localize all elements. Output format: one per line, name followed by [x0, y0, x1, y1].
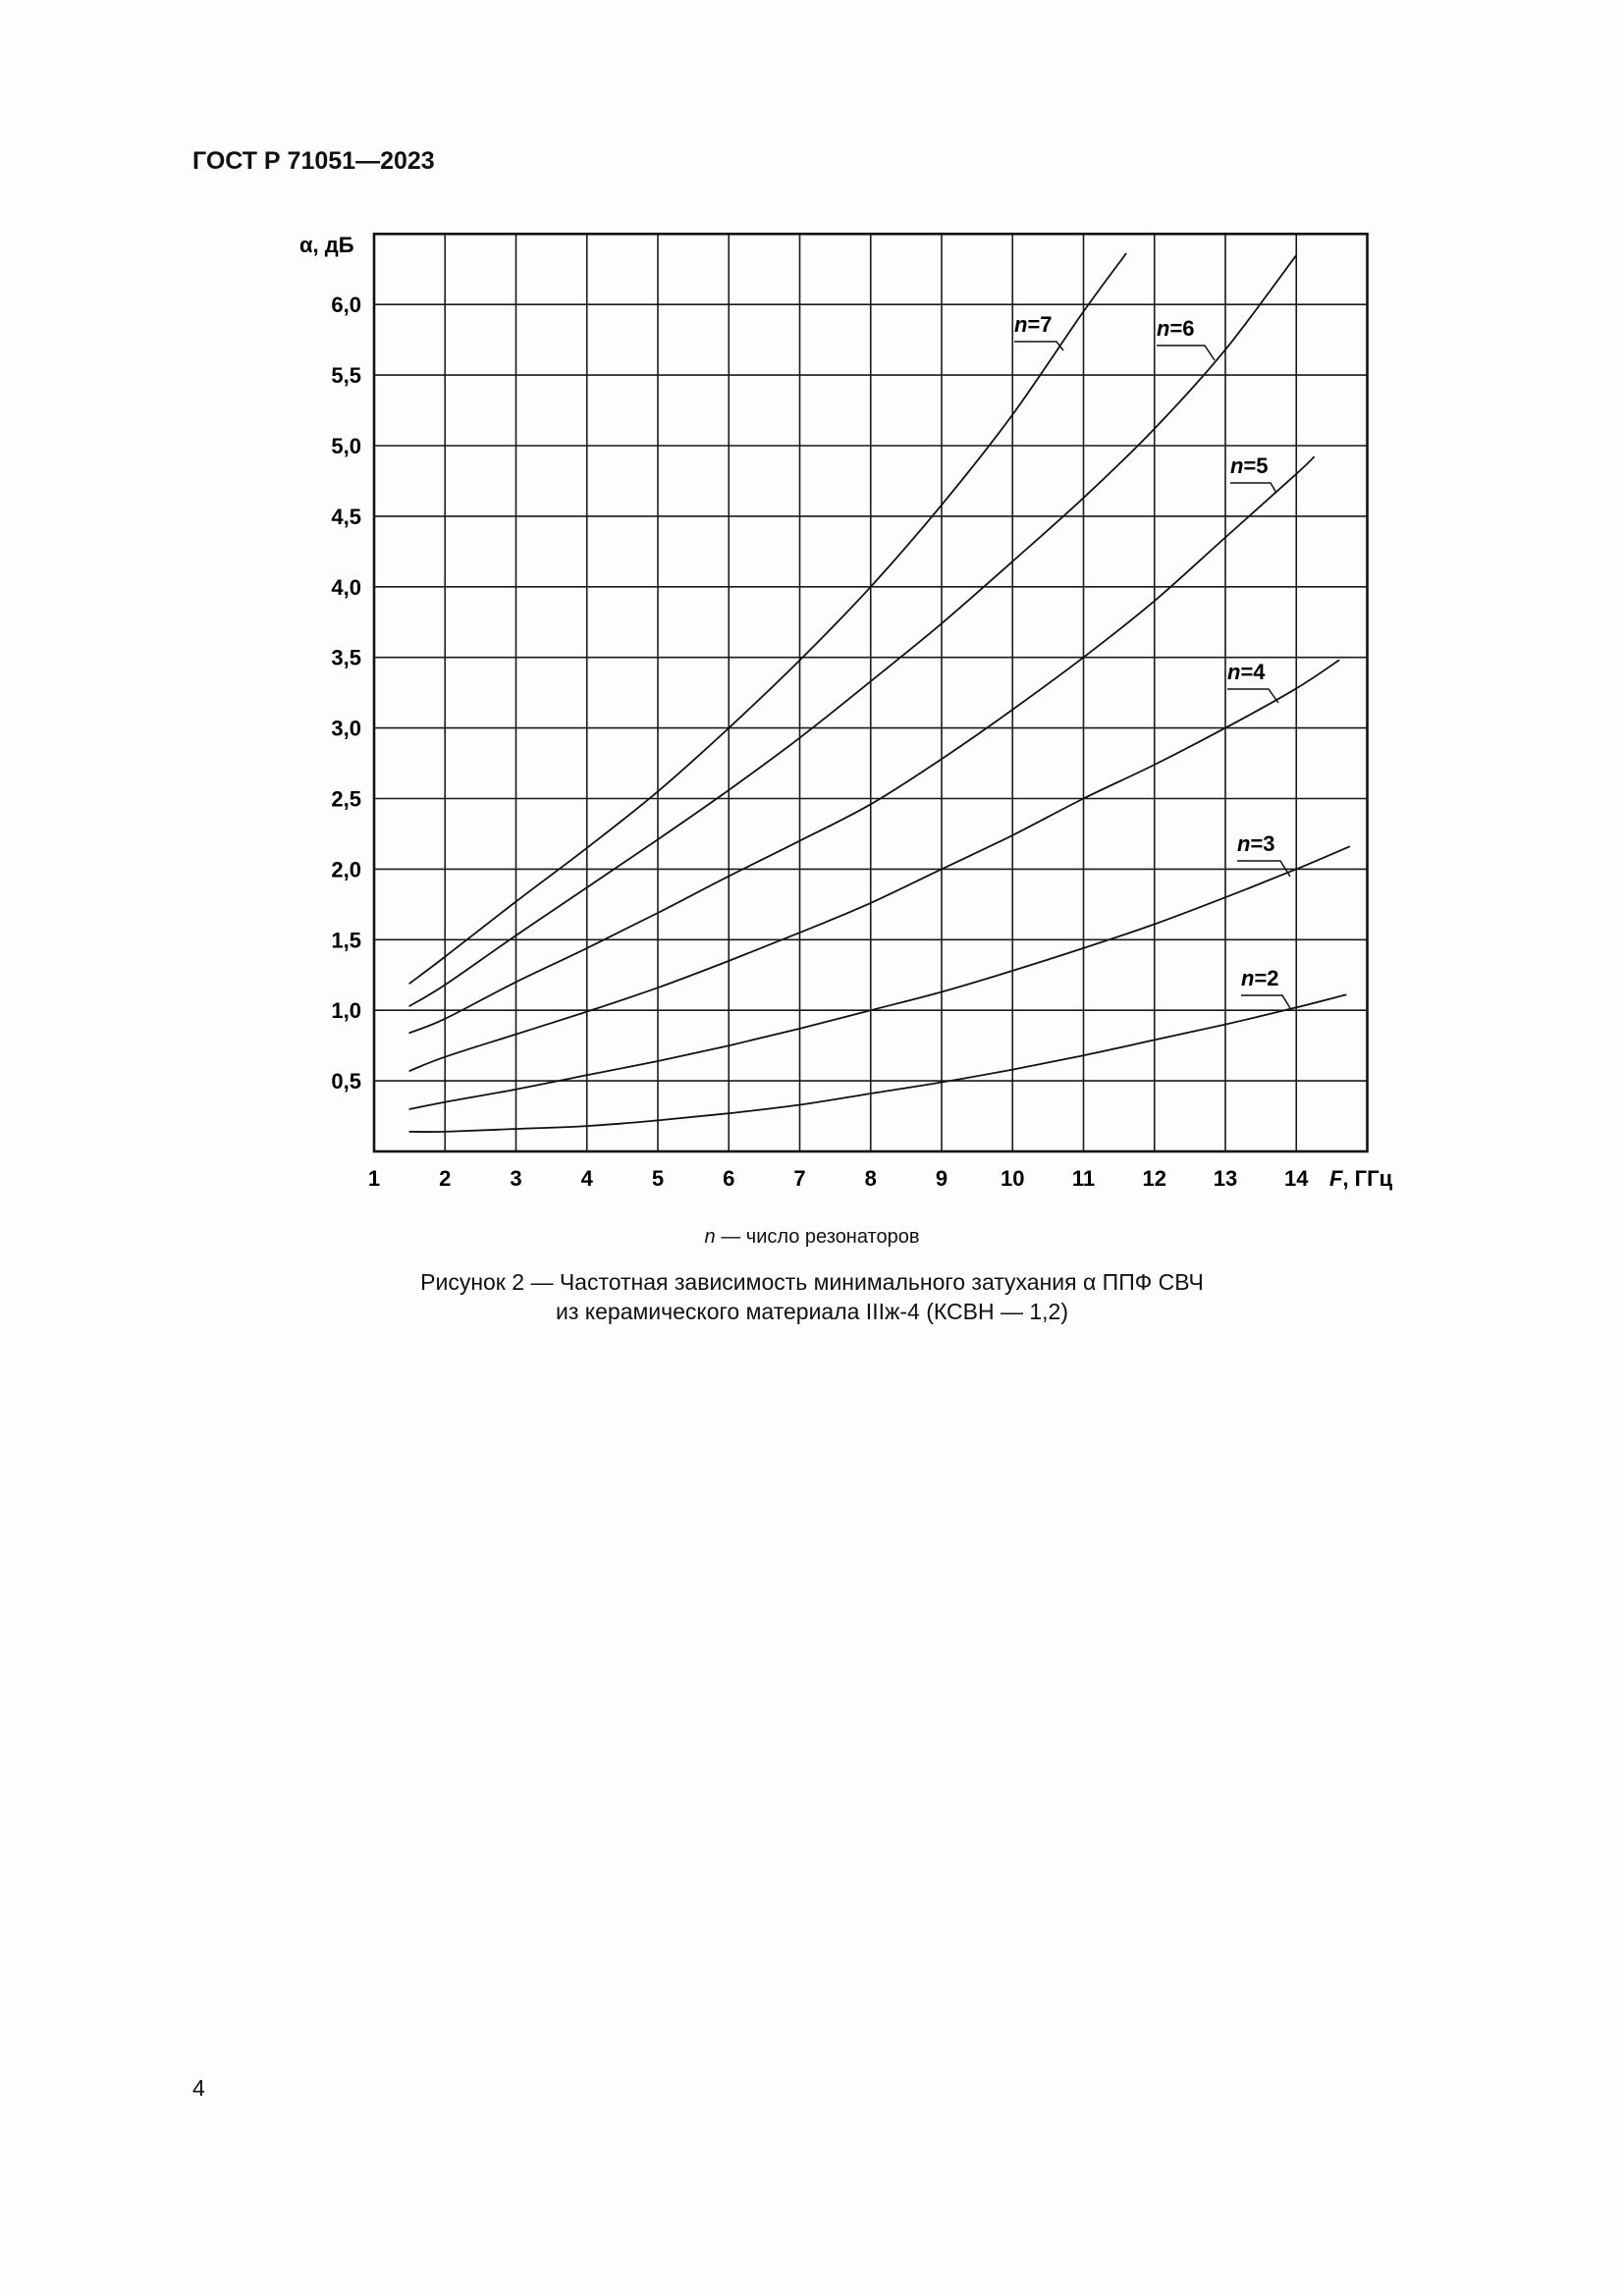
series-point [657, 912, 659, 914]
series-point [1012, 414, 1014, 416]
series-point [515, 934, 517, 936]
series-point [1083, 1054, 1085, 1056]
curve-label-leader [1241, 995, 1290, 1008]
y-tick-label: 2,5 [331, 786, 361, 812]
caption-line-1: Рисунок 2 — Частотная зависимость минимального затухания α ППФ СВЧ [420, 1269, 1204, 1295]
series-point [445, 985, 447, 987]
curve-label-symbol: n [1227, 660, 1241, 684]
series-point [657, 987, 659, 988]
series-point [515, 982, 517, 984]
series-point [657, 838, 659, 840]
x-tick-label: 7 [793, 1166, 806, 1191]
series-point [1154, 1040, 1156, 1041]
series-point [729, 789, 731, 791]
x-tick-label: 11 [1071, 1166, 1096, 1191]
x-tick-label: 6 [723, 1166, 735, 1191]
series-point [1224, 537, 1226, 539]
chart-curve-labels [1014, 312, 1290, 1008]
curve-label-symbol: n [1237, 831, 1251, 856]
series-point [1349, 846, 1351, 848]
chart-ticks [331, 293, 1309, 1191]
series-point [586, 1075, 588, 1077]
series-point [1314, 456, 1316, 458]
series-point [1296, 254, 1298, 256]
curve-label-leader [1227, 689, 1278, 703]
curve-label-value: =5 [1243, 454, 1269, 478]
series-point [729, 1044, 731, 1046]
x-tick-label: 9 [935, 1166, 948, 1191]
series-point [1083, 311, 1085, 313]
series-point [515, 1128, 517, 1130]
series-point [445, 956, 447, 958]
series-point [1154, 764, 1156, 766]
series-point [1154, 600, 1156, 602]
series-point [445, 1131, 447, 1133]
series-point [1012, 709, 1014, 711]
series-point [515, 1034, 517, 1036]
series-point [1012, 970, 1014, 972]
y-tick-label: 4,0 [331, 574, 361, 600]
curve-label-leader [1014, 342, 1063, 350]
series-point [586, 847, 588, 849]
series-point [870, 680, 872, 682]
y-tick-label: 1,0 [331, 998, 361, 1024]
series-point [729, 727, 731, 729]
series-point [1338, 660, 1340, 662]
chart-curves [408, 253, 1350, 1133]
series-point [408, 1108, 410, 1110]
series-point [408, 1131, 410, 1133]
curve-label-symbol: n [1014, 312, 1028, 337]
series-point [1012, 561, 1014, 562]
x-tick-label: 4 [580, 1166, 593, 1191]
series-point [445, 1056, 447, 1058]
curve-label-value: =2 [1254, 966, 1279, 990]
y-tick-label: 3,5 [331, 645, 361, 670]
series-point [799, 660, 801, 662]
series-point [1083, 947, 1085, 949]
series-point [941, 991, 943, 993]
series-line-n3 [409, 846, 1349, 1109]
y-tick-label: 2,0 [331, 857, 361, 882]
curve-label-n2 [1241, 966, 1279, 990]
curve-label-value: =3 [1250, 831, 1275, 856]
series-point [941, 1082, 943, 1084]
series-point [729, 1112, 731, 1114]
series-point [657, 1060, 659, 1062]
figure-caption [0, 1267, 1624, 1326]
series-point [870, 1009, 872, 1011]
series-point [1296, 473, 1298, 475]
caption-line-2: из керамического материала IIIж-4 (КСВН — 1,2) [556, 1299, 1068, 1324]
series-point [941, 758, 943, 760]
series-point [799, 1104, 801, 1106]
y-tick-label: 4,5 [331, 504, 361, 529]
series-point [445, 1018, 447, 1020]
document-header: ГОСТ Р 71051—2023 [192, 147, 435, 175]
figure-legend-note [0, 1226, 1624, 1249]
series-point [515, 901, 517, 903]
series-point [1345, 994, 1347, 996]
series-point [941, 505, 943, 507]
series-point [1083, 798, 1085, 800]
curve-label-n6 [1157, 316, 1195, 341]
series-point [941, 869, 943, 871]
legend-note-text: — число резонаторов [715, 1226, 920, 1248]
series-point [586, 886, 588, 888]
series-point [1083, 497, 1085, 499]
series-line-n2 [409, 994, 1346, 1132]
series-point [799, 737, 801, 739]
series-point [1154, 428, 1156, 430]
series-point [515, 1089, 517, 1091]
series-point [586, 1011, 588, 1013]
x-tick-label: 5 [651, 1166, 665, 1191]
series-point [1296, 869, 1298, 871]
series-point [1125, 253, 1127, 255]
curve-label-n3 [1237, 831, 1275, 856]
curve-label-n4 [1227, 660, 1266, 684]
curve-label-n5 [1230, 454, 1269, 478]
series-point [870, 902, 872, 904]
series-point [1296, 1007, 1298, 1009]
series-point [870, 586, 872, 588]
series-point [657, 791, 659, 793]
series-line-n5 [409, 457, 1314, 1034]
series-point [408, 1032, 410, 1034]
series-point [941, 622, 943, 624]
curve-label-leader [1157, 346, 1215, 360]
page-number: 4 [192, 2075, 205, 2101]
series-point [729, 876, 731, 878]
series-point [1224, 727, 1226, 729]
y-tick-label: 6,0 [331, 293, 361, 318]
series-point [1154, 924, 1156, 926]
curve-label-symbol: n [1241, 966, 1255, 990]
y-tick-label: 1,5 [331, 928, 361, 953]
series-point [408, 983, 410, 985]
series-point [586, 947, 588, 949]
curve-label-leader [1230, 483, 1276, 493]
series-point [1296, 688, 1298, 690]
chart-grid [374, 234, 1368, 1151]
series-point [1224, 896, 1226, 898]
legend-note-symbol: n [704, 1226, 716, 1248]
x-axis-symbol: F [1329, 1166, 1343, 1191]
curve-label-symbol: n [1157, 316, 1170, 341]
y-tick-label: 3,0 [331, 716, 361, 741]
series-point [1012, 1069, 1014, 1071]
x-tick-label: 14 [1284, 1166, 1309, 1191]
curve-label-value: =7 [1027, 312, 1053, 337]
series-point [657, 1120, 659, 1122]
curve-label-n7 [1014, 312, 1053, 337]
y-axis-label: α, дБ [299, 233, 354, 257]
series-point [445, 1101, 447, 1103]
series-point [729, 960, 731, 962]
series-point [586, 1125, 588, 1127]
x-axis-unit: , ГГц [1342, 1166, 1393, 1191]
series-point [1224, 348, 1226, 350]
curve-label-symbol: n [1230, 454, 1244, 478]
x-tick-label: 8 [864, 1166, 877, 1191]
series-point [1012, 834, 1014, 836]
series-point [408, 1005, 410, 1007]
x-tick-label: 13 [1213, 1166, 1238, 1191]
series-point [799, 840, 801, 842]
series-point [799, 1028, 801, 1030]
y-tick-label: 0,5 [331, 1069, 361, 1095]
series-point [1083, 657, 1085, 659]
x-tick-label: 10 [1001, 1166, 1025, 1191]
curve-label-value: =6 [1169, 316, 1195, 341]
series-point [1224, 1024, 1226, 1026]
series-point [799, 932, 801, 934]
x-tick-label: 2 [439, 1166, 452, 1191]
y-tick-label: 5,0 [331, 434, 361, 458]
series-line-n7 [409, 253, 1126, 984]
series-point [870, 1093, 872, 1095]
x-axis-label [1329, 1166, 1393, 1191]
x-tick-label: 1 [367, 1166, 381, 1191]
x-tick-label: 12 [1142, 1166, 1166, 1191]
x-tick-label: 3 [510, 1166, 522, 1191]
series-line-n6 [409, 255, 1296, 1006]
series-point [408, 1070, 410, 1072]
curve-label-value: =4 [1240, 660, 1266, 684]
series-point [870, 804, 872, 806]
y-tick-label: 5,5 [331, 363, 361, 389]
